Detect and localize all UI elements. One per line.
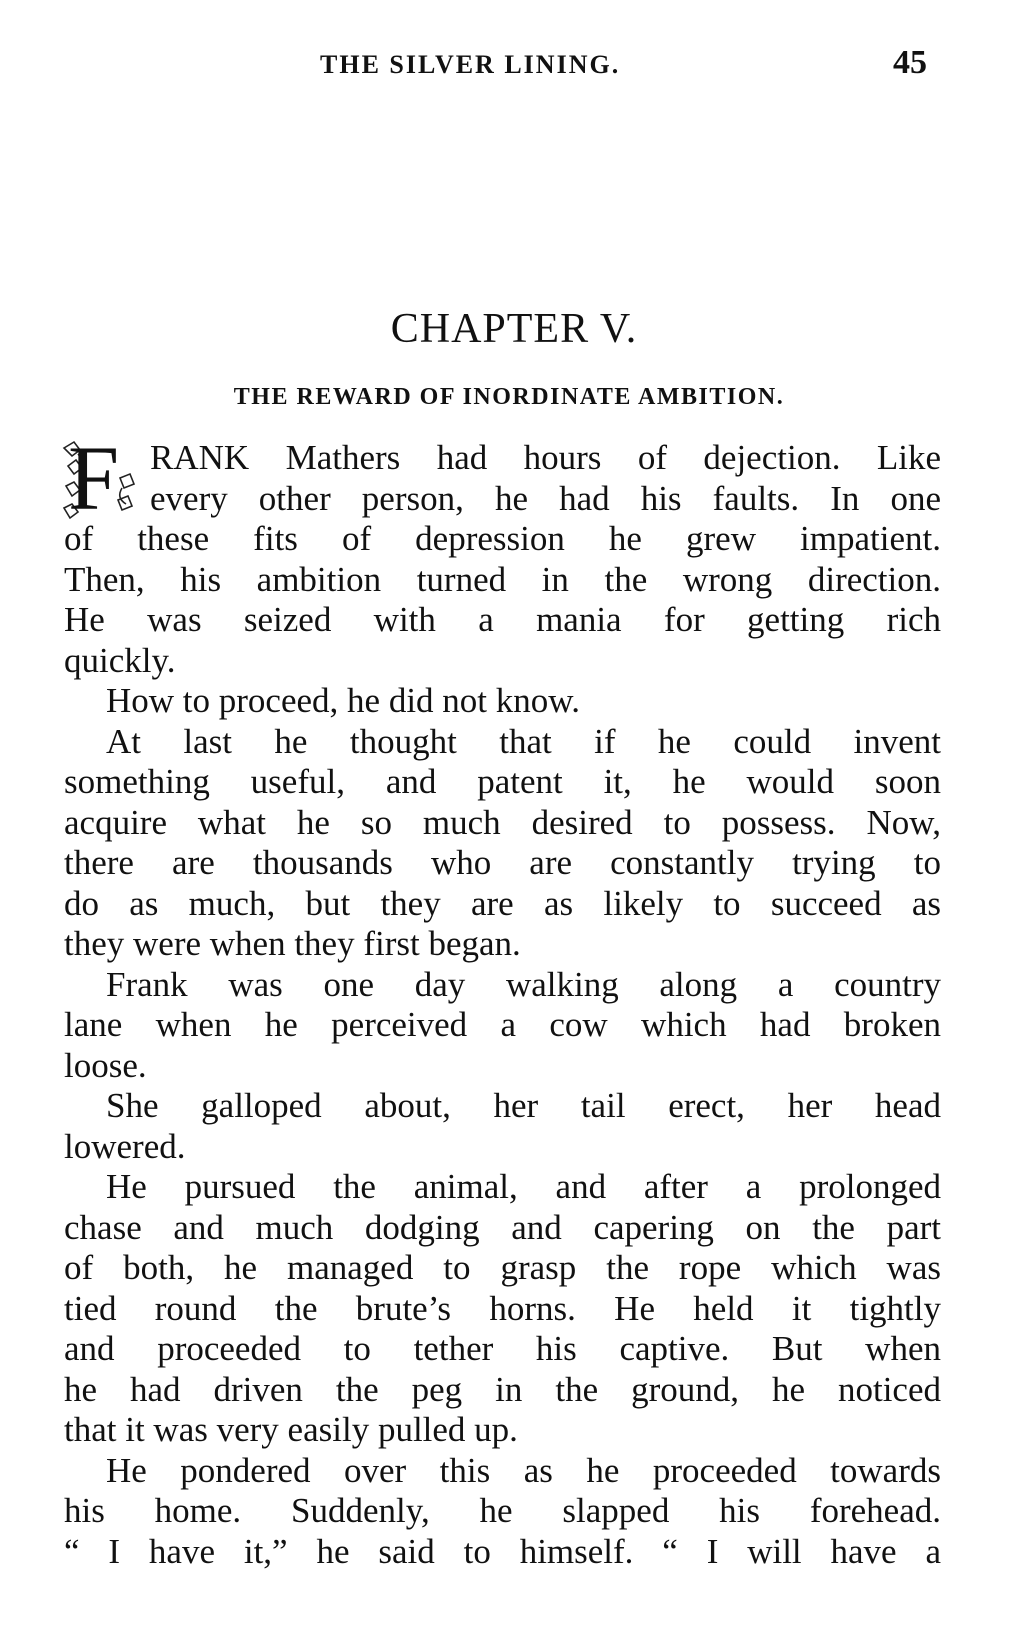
- text-line: Frank was one day walking along a country: [106, 964, 941, 1004]
- text-line: of these fits of depression he grew impatient.: [64, 519, 941, 558]
- text-line: do as much, but they are as likely to succeed as: [64, 883, 941, 923]
- text-line: there are thousands who are constantly trying to: [64, 843, 941, 882]
- text-line: his home. Suddenly, he slapped his forehead.: [64, 1491, 941, 1530]
- drop-cap: [60, 427, 140, 529]
- running-title: THE SILVER LINING.: [320, 50, 621, 79]
- text-line: He pondered over this as he proceeded towards: [106, 1450, 941, 1490]
- page-number: 45: [893, 44, 927, 81]
- text-line: they were when they first began.: [64, 924, 521, 963]
- text-line: He was seized with a mania for getting rich: [64, 600, 941, 639]
- text-line: chase and much dodging and capering on the part: [64, 1207, 941, 1247]
- text-line: that it was very easily pulled up.: [64, 1410, 518, 1449]
- text-line: At last he thought that if he could invent: [106, 721, 941, 761]
- text-line: he had driven the peg in the ground, he noticed: [64, 1369, 941, 1409]
- chapter-title: CHAPTER V.: [390, 306, 638, 352]
- text-line: lane when he perceived a cow which had broken: [64, 1005, 941, 1044]
- text-line: something useful, and patent it, he would soon: [64, 762, 941, 801]
- text-line: She galloped about, her tail erect, her head: [106, 1086, 941, 1125]
- text-line: every other person, he had his faults. In one: [150, 478, 941, 518]
- running-head: [0, 46, 1018, 86]
- text-line: lowered.: [64, 1126, 186, 1166]
- text-line: How to proceed, he did not know.: [106, 681, 581, 720]
- text-line: loose.: [64, 1045, 147, 1085]
- text-line: and proceeded to tether his captive. But when: [64, 1329, 941, 1368]
- drop-cap-letter: F: [68, 427, 120, 529]
- text-line: of both, he managed to grasp the rope which was: [64, 1248, 941, 1287]
- text-line: quickly.: [64, 640, 176, 680]
- chapter-subtitle: THE REWARD OF INORDINATE AMBITION.: [233, 384, 785, 410]
- text-line: acquire what he so much desired to possess. Now,: [64, 802, 941, 842]
- text-line: Then, his ambition turned in the wrong direction.: [64, 559, 941, 599]
- text-line: “ I have it,” he said to himself. “ I will have a: [64, 1531, 941, 1571]
- text-line: He pursued the animal, and after a prolonged: [106, 1167, 941, 1206]
- text-line: RANK Mathers had hours of dejection. Like: [150, 438, 941, 477]
- chapter-text: [64, 427, 941, 1572]
- text-line: tied round the brute’s horns. He held it tightly: [64, 1288, 941, 1328]
